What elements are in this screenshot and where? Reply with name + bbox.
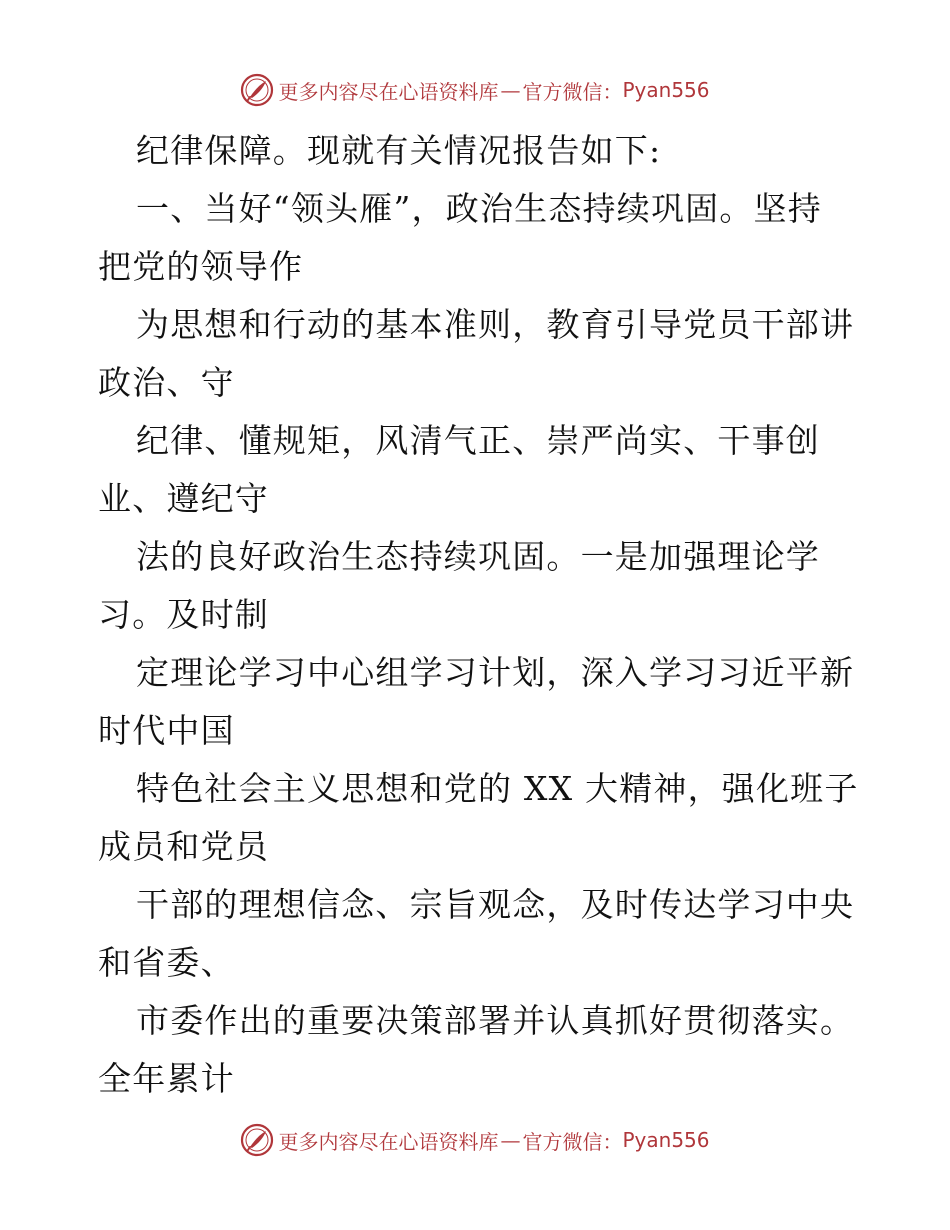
watermark-separator: — (500, 1128, 521, 1152)
text-line: 一、当好“领头雁”，政治生态持续巩固。坚持 (136, 189, 822, 228)
text-line: 干部的理想信念、宗旨观念，及时传达学习中央 (136, 885, 855, 924)
header-watermark (0, 68, 950, 112)
text-line: 时代中国 (98, 711, 235, 750)
text-line: 市委作出的重要决策部署并认真抓好贯彻落实。 (136, 1001, 855, 1040)
text-line: 政治、守 (98, 363, 235, 402)
text-line: 纪律保障。现就有关情况报告如下: (136, 131, 662, 170)
text-line: 把党的领导作 (98, 247, 304, 286)
watermark-wechat-id: Pyan556 (622, 78, 710, 102)
text-line: 成员和党员 (98, 827, 269, 866)
footer-watermark (0, 1118, 950, 1162)
watermark-main-text: 更多内容尽在心语资料库 (278, 79, 499, 104)
watermark-wechat-id: Pyan556 (622, 1128, 710, 1152)
watermark-main-text: 更多内容尽在心语资料库 (278, 1129, 499, 1154)
text-line: 法的良好政治生态持续巩固。一是加强理论学 (136, 537, 820, 576)
document-body (98, 122, 858, 1108)
text-line: 和省委、 (98, 943, 235, 982)
watermark-official-label: 官方微信： (522, 1129, 623, 1154)
text-line: 为思想和行动的基本准则，教育引导党员干部讲 (136, 305, 855, 344)
text-line: 业、遵纪守 (98, 479, 269, 518)
text-line: 全年累计 (98, 1059, 235, 1098)
feather-pen-seal-icon (240, 1123, 274, 1157)
text-line: 特色社会主义思想和党的 XX 大精神，强化班子 (136, 769, 859, 808)
watermark-separator: — (500, 78, 521, 102)
feather-pen-seal-icon (240, 73, 274, 107)
text-line: 定理论学习中心组学习计划，深入学习习近平新 (136, 653, 855, 692)
text-line: 纪律、懂规矩，风清气正、崇严尚实、干事创 (136, 421, 820, 460)
watermark-official-label: 官方微信： (522, 79, 623, 104)
text-line: 习。及时制 (98, 595, 269, 634)
